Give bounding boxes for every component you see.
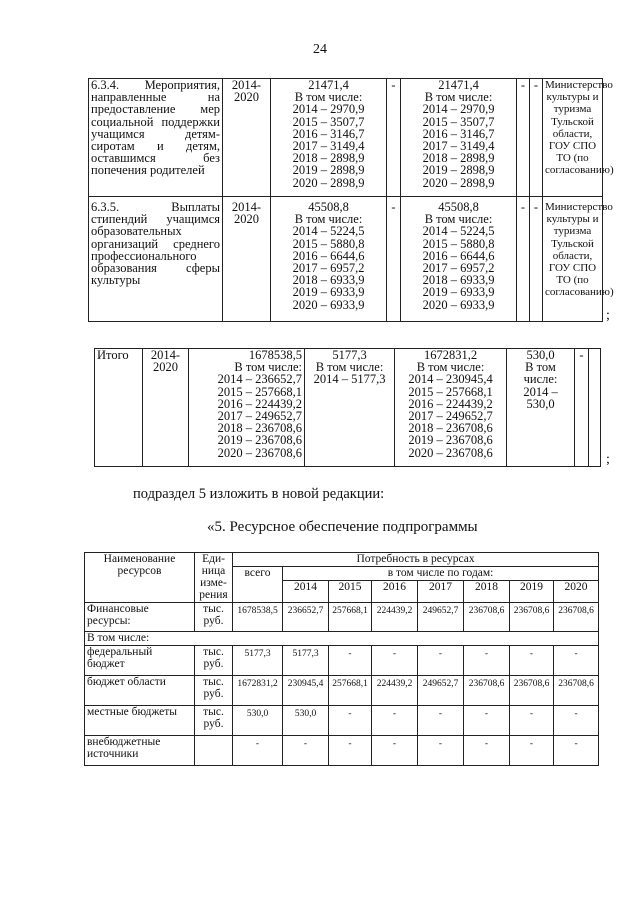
measure-local: - <box>517 197 530 322</box>
table-row <box>85 736 599 766</box>
row-value: - <box>510 736 554 766</box>
header-by-years: в том числе по годам: <box>283 567 599 581</box>
table-row <box>85 646 599 676</box>
row-unit: тыс. руб. <box>195 603 233 632</box>
row-value: - <box>418 646 464 676</box>
measure-name: 6.3.4. Мероприятия, направленные на предоставление мер социальной поддержки учащимся детям-сиротам и детям, оставшимся без попечения родителей <box>89 79 223 197</box>
row-name: бюджет области <box>85 676 195 706</box>
measure-total: 21471,4 В том числе: 2014 – 2970,9 2015 – 3507,7 2016 – 3146,7 2017 – 3149,4 2018 – 2898,9 2019 – 2898,9 2020 – 2898,9 <box>271 79 387 197</box>
row-value: 230945,4 <box>283 676 329 706</box>
row-value: - <box>464 706 510 736</box>
row-value: - <box>510 646 554 676</box>
row-value: 224439,2 <box>372 603 418 632</box>
row-name: внебюджетные источники <box>85 736 195 766</box>
measure-code: 6.3.4. <box>91 78 120 92</box>
year-2016: 2016 <box>372 581 418 603</box>
year-2018: 2018 <box>464 581 510 603</box>
measure-executor: Министерство культуры и туризма Тульской области, ГОУ СПО ТО (по согласованию) <box>543 197 603 322</box>
row-total: 5177,3 <box>233 646 283 676</box>
measure-code: 6.3.5. <box>91 200 120 214</box>
total-sum: 1678538,5 В том числе: 2014 – 236652,7 2015 – 257668,1 2016 – 224439,2 2017 – 249652,7 2018 – 236708,6 2019 – 236708,6 2020 – 236708,6 <box>189 349 305 467</box>
total-regional: 1672831,2 В том числе: 2014 – 230945,4 2015 – 257668,1 2016 – 224439,2 2017 – 249652,7 2018 – 236708,6 2019 – 236708,6 2020 – 236708,6 <box>395 349 507 467</box>
table-row <box>89 79 603 197</box>
row-value: - <box>554 706 599 736</box>
total-period: 2014- 2020 <box>143 349 189 467</box>
row-value: - <box>329 646 372 676</box>
row-value: 236708,6 <box>510 603 554 632</box>
table-row <box>85 676 599 706</box>
instruction-text: подраздел 5 изложить в новой редакции: <box>133 486 385 502</box>
row-name: федеральный бюджет <box>85 646 195 676</box>
total-extra: - <box>575 349 589 467</box>
row-value: - <box>283 736 329 766</box>
measure-period: 2014- 2020 <box>223 79 271 197</box>
table-row <box>85 603 599 632</box>
row-value: 5177,3 <box>283 646 329 676</box>
table-row <box>89 197 603 322</box>
table-row <box>85 632 599 646</box>
row-value: - <box>372 736 418 766</box>
table-row <box>85 706 599 736</box>
total-table <box>94 348 601 467</box>
row-value: - <box>464 736 510 766</box>
measure-executor: Министерство культуры и туризма Тульской области, ГОУ СПО ТО (по согласованию) <box>543 79 603 197</box>
row-total: - <box>233 736 283 766</box>
row-value: 236708,6 <box>510 676 554 706</box>
section-title: «5. Ресурсное обеспечение подпрограммы <box>207 519 478 535</box>
measure-total: 45508,8 В том числе: 2014 – 5224,5 2015 – 5880,8 2016 – 6644,6 2017 – 6957,2 2018 – 6933,9 2019 – 6933,9 2020 – 6933,9 <box>271 197 387 322</box>
row-value: - <box>372 706 418 736</box>
row-value: 236708,6 <box>464 603 510 632</box>
row-total: 1672831,2 <box>233 676 283 706</box>
row-value: - <box>329 706 372 736</box>
header-total: всего <box>233 567 283 603</box>
measure-regional: 45508,8 В том числе: 2014 – 5224,5 2015 – 5880,8 2016 – 6644,6 2017 – 6957,2 2018 – 6933,9 2019 – 6933,9 2020 – 6933,9 <box>401 197 517 322</box>
row-total: 530,0 <box>233 706 283 736</box>
header-name: Наименование ресурсов <box>85 553 195 603</box>
row-unit: тыс. руб. <box>195 676 233 706</box>
row-value: - <box>464 646 510 676</box>
row-value: 530,0 <box>283 706 329 736</box>
row-value: - <box>510 706 554 736</box>
total-label: Итого <box>95 349 143 467</box>
year-2019: 2019 <box>510 581 554 603</box>
row-value: - <box>329 736 372 766</box>
row-total: 1678538,5 <box>233 603 283 632</box>
total-empty-cell <box>589 349 601 467</box>
row-value: 224439,2 <box>372 676 418 706</box>
row-value: 257668,1 <box>329 603 372 632</box>
measure-local: - <box>517 79 530 197</box>
measure-federal: - <box>387 79 401 197</box>
header-need: Потребность в ресурсах <box>233 553 599 567</box>
row-value: - <box>418 706 464 736</box>
measure-federal: - <box>387 197 401 322</box>
measure-name: 6.3.5. Выплаты стипендий учащимся образовательных организаций среднего профессионального образования сферы культуры <box>89 197 223 322</box>
row-value: 257668,1 <box>329 676 372 706</box>
measures-table <box>88 78 614 322</box>
year-2017: 2017 <box>418 581 464 603</box>
year-2020: 2020 <box>554 581 599 603</box>
measure-extra: - <box>530 79 543 197</box>
row-value: - <box>554 736 599 766</box>
row-value: 236708,6 <box>464 676 510 706</box>
row-value: 249652,7 <box>418 676 464 706</box>
total-local: 530,0 В том числе: 2014 – 530,0 <box>507 349 575 467</box>
measure-regional: 21471,4 В том числе: 2014 – 2970,9 2015 – 3507,7 2016 – 3146,7 2017 – 3149,4 2018 – 2898,9 2019 – 2898,9 2020 – 2898,9 <box>401 79 517 197</box>
year-2014: 2014 <box>283 581 329 603</box>
table-row <box>95 349 601 467</box>
row-value: - <box>418 736 464 766</box>
year-2015: 2015 <box>329 581 372 603</box>
header-row <box>85 553 599 567</box>
row-unit: тыс. руб. <box>195 646 233 676</box>
row-unit: тыс. руб. <box>195 706 233 736</box>
row-name: В том числе: <box>85 632 599 646</box>
closing-semicolon: ; <box>606 308 610 323</box>
row-name: местные бюджеты <box>85 706 195 736</box>
row-value: 249652,7 <box>418 603 464 632</box>
measure-period: 2014- 2020 <box>223 197 271 322</box>
row-value: 236708,6 <box>554 676 599 706</box>
header-unit: Еди- ница изме- рения <box>195 553 233 603</box>
row-value: - <box>554 646 599 676</box>
total-federal: 5177,3 В том числе: 2014 – 5177,3 <box>305 349 395 467</box>
closing-semicolon: ; <box>606 452 610 467</box>
row-name: Финансовые ресурсы: <box>85 603 195 632</box>
row-value: 236708,6 <box>554 603 599 632</box>
resource-table <box>84 552 599 766</box>
row-value: 236652,7 <box>283 603 329 632</box>
row-unit <box>195 736 233 766</box>
measure-extra: - <box>530 197 543 322</box>
page-number: 24 <box>313 42 327 57</box>
row-value: - <box>372 646 418 676</box>
